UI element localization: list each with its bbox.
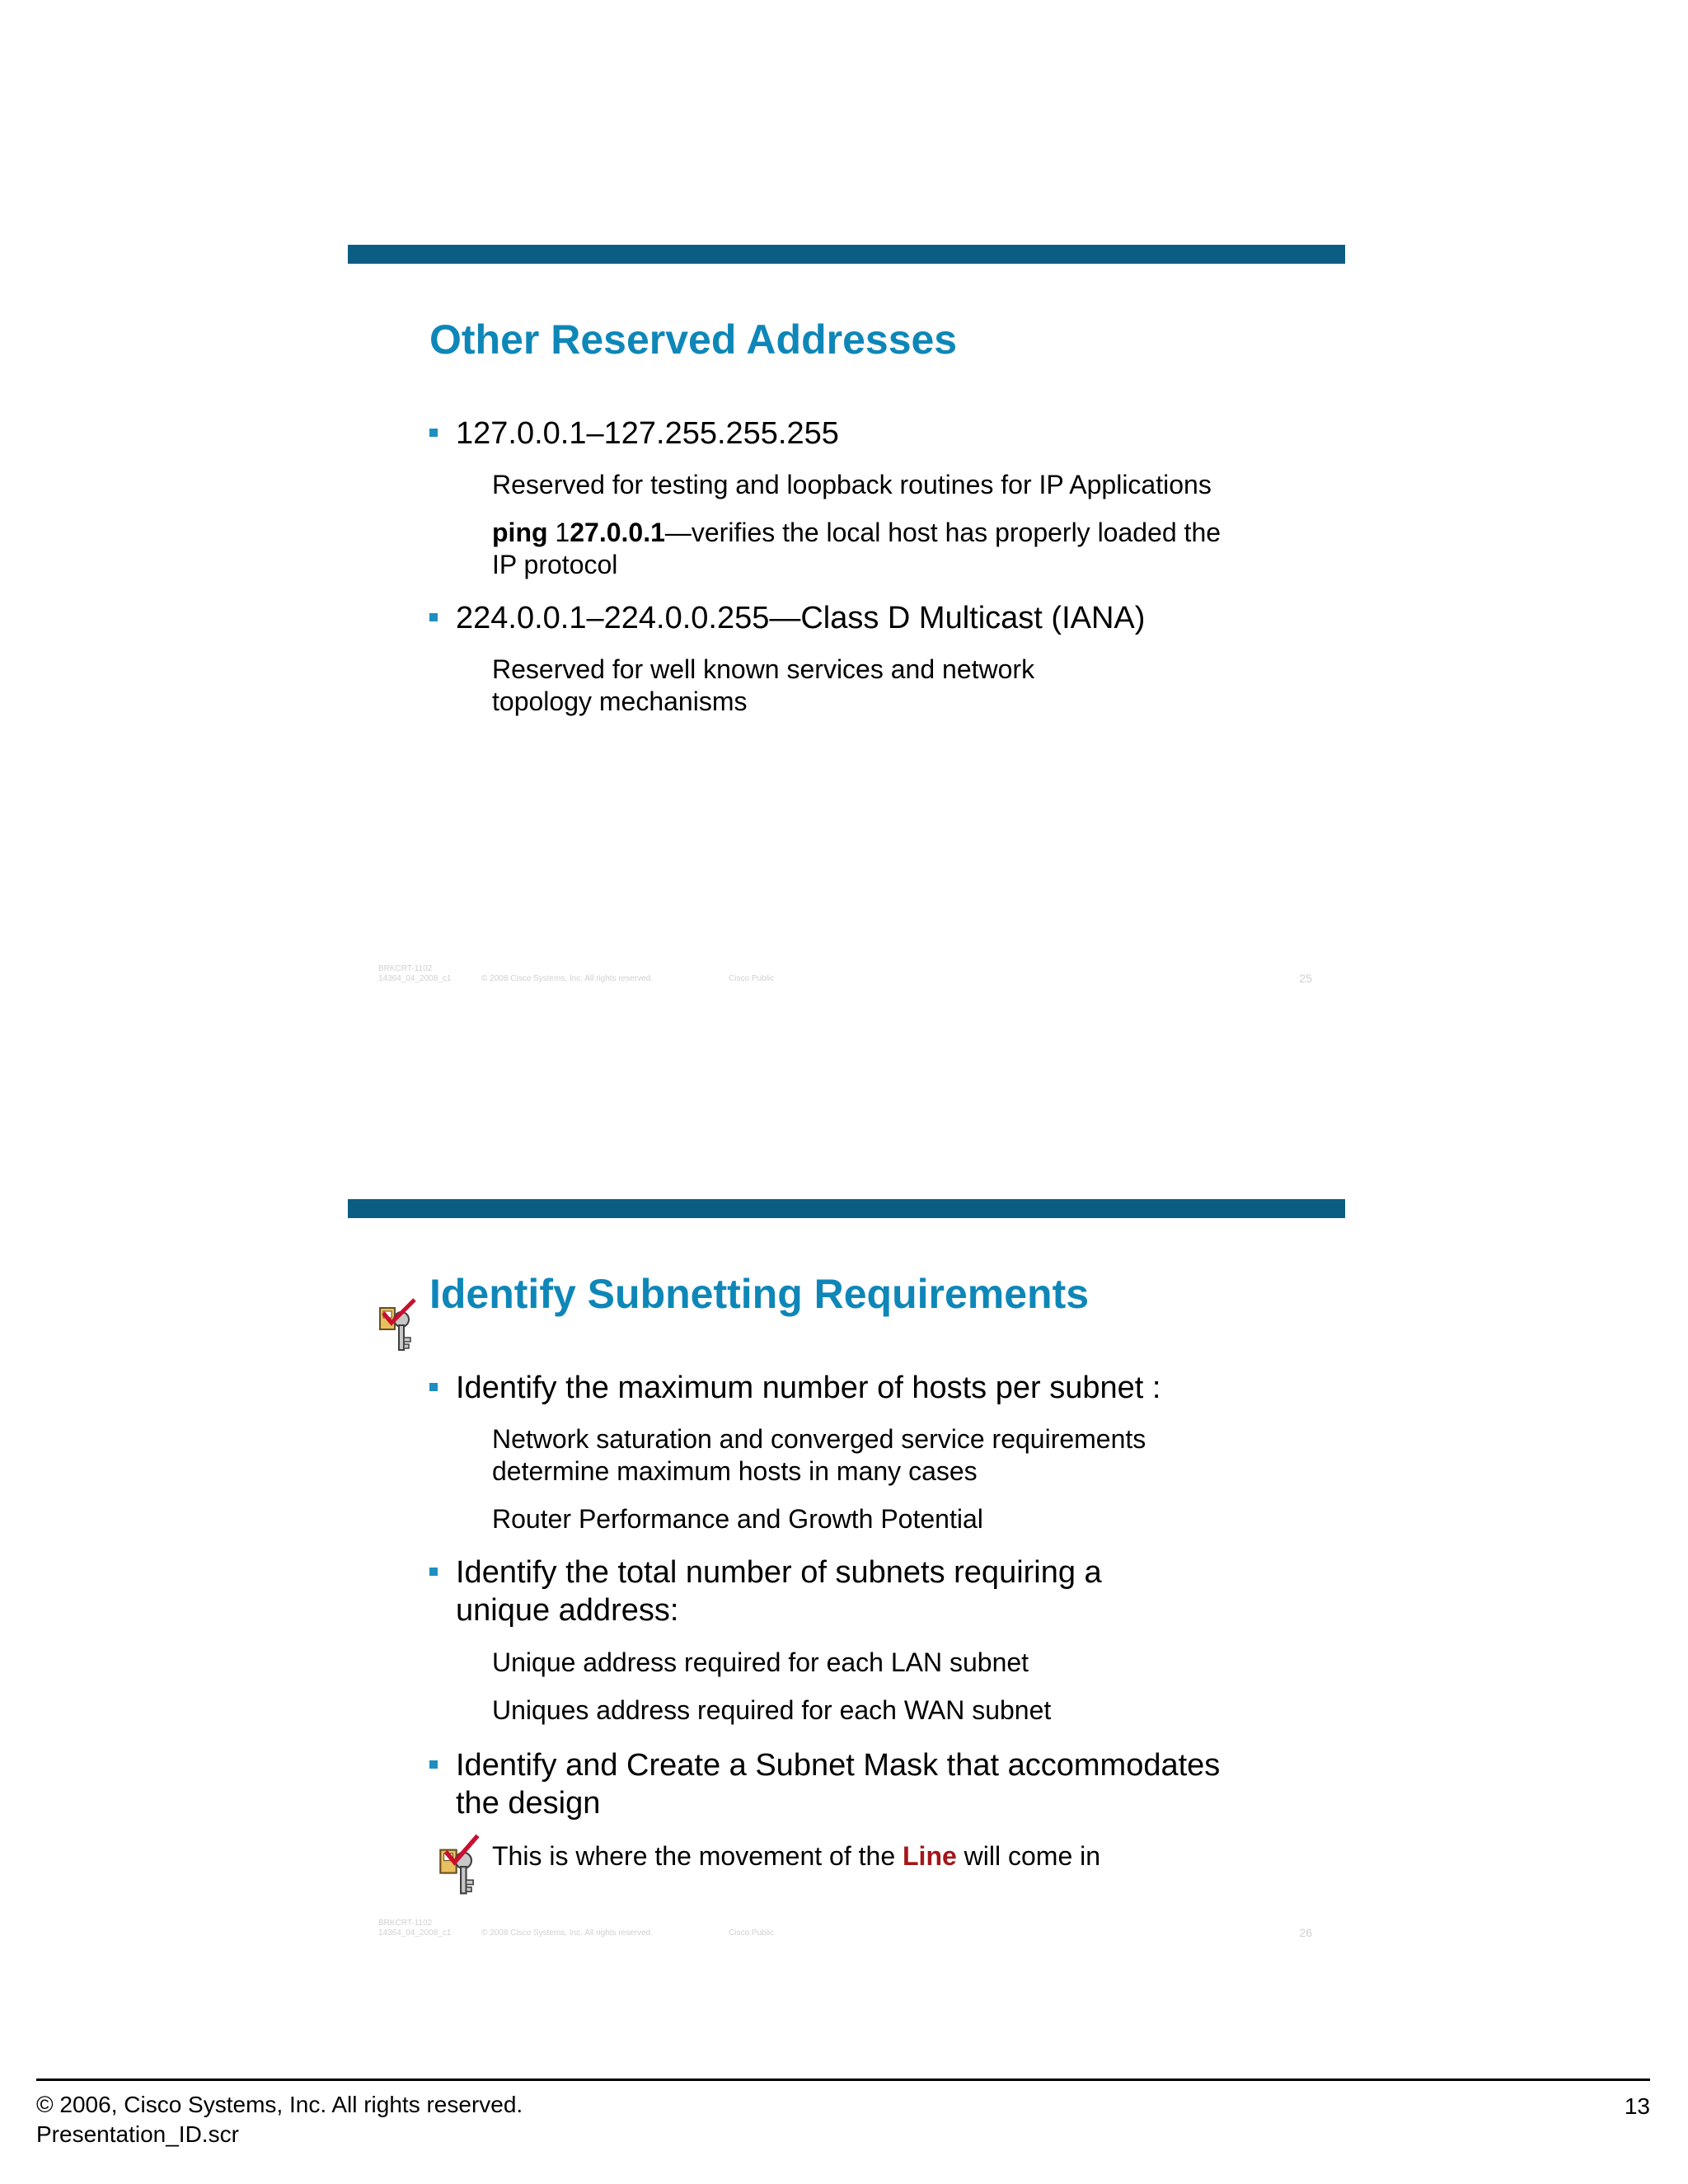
slide-number: 25 bbox=[1299, 972, 1312, 985]
page-copyright: © 2006, Cisco Systems, Inc. All rights reserved. bbox=[36, 2092, 523, 2117]
sub-item: Network saturation and converged service requirements determine maximum hosts in many cases bbox=[492, 1424, 1146, 1486]
slide-number: 26 bbox=[1299, 1926, 1312, 1939]
sub-item: Unique address required for each LAN subnet bbox=[492, 1647, 1029, 1677]
slide-header-bar bbox=[348, 245, 1345, 264]
slide-footer: BRKCRT-1102 14364_04_2008_c1 © 2008 Cisco Systems, Inc. All rights reserved. Cisco Public bbox=[378, 1919, 775, 1938]
slide-title: Other Reserved Addresses bbox=[429, 316, 958, 363]
slide-header-bar bbox=[348, 1199, 1345, 1218]
highlight-text: Line bbox=[903, 1841, 957, 1871]
bullet-item: Identify the maximum number of hosts per subnet : bbox=[429, 1369, 1160, 1407]
sub-item: Reserved for well known services and network topology mechanisms bbox=[492, 654, 1035, 716]
bullet-square-icon bbox=[429, 1383, 438, 1391]
slide-other-reserved-addresses bbox=[348, 245, 1345, 1003]
bullet-square-icon bbox=[429, 1568, 438, 1576]
slide-title: Identify Subnetting Requirements bbox=[429, 1271, 1090, 1317]
sub-item: Uniques address required for each WAN subnet bbox=[492, 1695, 1052, 1725]
sub-item: ping 127.0.0.1—verifies the local host has properly loaded the IP protocol bbox=[492, 518, 1221, 579]
sub-item: This is where the movement of the Line will come in bbox=[492, 1841, 1101, 1871]
slide-footer: BRKCRT-1102 14364_04_2008_c1 © 2008 Cisco Systems, Inc. All rights reserved. Cisco Public bbox=[378, 964, 775, 983]
slide-identify-subnetting-requirements bbox=[348, 1199, 1345, 1957]
bullet-item: 127.0.0.1–127.255.255.255 bbox=[429, 415, 839, 452]
sub-item: Router Performance and Growth Potential bbox=[492, 1504, 983, 1534]
bullet-item: 224.0.0.1–224.0.0.255—Class D Multicast (IANA) bbox=[429, 599, 1145, 637]
presentation-id: Presentation_ID.scr bbox=[36, 2121, 239, 2147]
keys-checkmark-icon bbox=[377, 1298, 420, 1357]
bullet-square-icon bbox=[429, 1760, 438, 1769]
page-footer bbox=[36, 2090, 523, 2149]
page-number: 13 bbox=[1624, 2093, 1650, 2119]
bullet-square-icon bbox=[429, 429, 438, 437]
bullet-item: Identify and Create a Subnet Mask that accommodates the design bbox=[429, 1746, 1220, 1822]
page-footer-rule bbox=[36, 2079, 1650, 2081]
keys-checkmark-icon bbox=[437, 1832, 483, 1900]
bullet-item: Identify the total number of subnets requiring a unique address: bbox=[429, 1554, 1102, 1629]
sub-item: Reserved for testing and loopback routines for IP Applications bbox=[492, 470, 1212, 499]
bullet-square-icon bbox=[429, 613, 438, 621]
